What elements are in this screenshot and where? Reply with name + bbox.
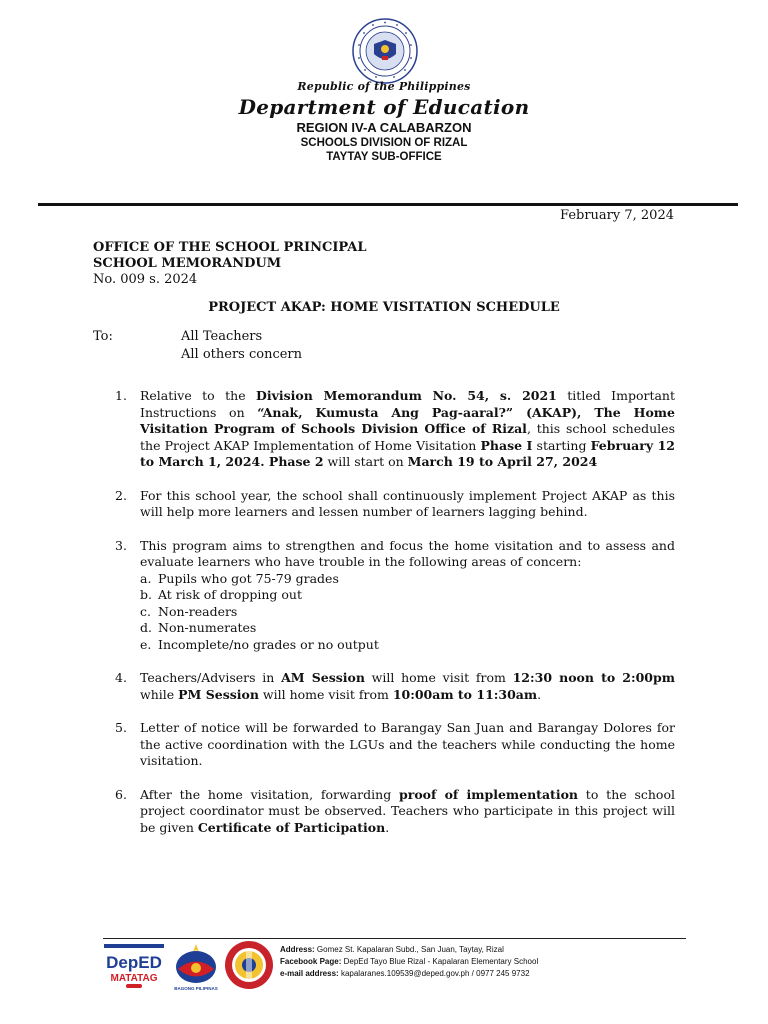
memo-date: February 7, 2024	[560, 208, 674, 223]
concern-letter: d.	[140, 620, 152, 635]
bold-text: PM Session	[178, 686, 259, 702]
concern-list	[140, 571, 675, 654]
text-run: , this school schedules the Project AKAP Implementation of Home Visitation	[140, 421, 675, 453]
memo-subject: PROJECT AKAP: HOME VISITATION SCHEDULE	[208, 300, 560, 315]
text-run: starting	[532, 437, 591, 453]
concern-item	[140, 571, 675, 588]
recipient: All Teachers	[181, 329, 263, 344]
address-label: Address:	[280, 945, 315, 954]
bold-text: February 12 to March 1, 2024. Phase 2	[140, 437, 675, 469]
item-text	[140, 720, 675, 770]
facebook-value[interactable]: DepEd Tayo Blue Rizal - Kapalaran Elementary School	[343, 957, 539, 966]
text-run: After the home visitation, forwarding	[140, 786, 400, 802]
letterhead	[0, 80, 768, 163]
suboffice-name: TAYTAY SUB-OFFICE	[326, 151, 442, 163]
matatag-text: MATATAG	[110, 973, 158, 984]
email-label: e-mail address:	[280, 969, 339, 978]
concern-letter: b.	[140, 587, 152, 602]
office-block	[93, 240, 366, 288]
item-text	[140, 670, 675, 703]
office-name: OFFICE OF THE SCHOOL PRINCIPAL	[93, 240, 367, 255]
text-run: .	[385, 819, 390, 835]
item-number: 3.	[115, 537, 127, 553]
concern-letter: c.	[140, 603, 151, 619]
text-run: Letter of notice will be forwarded to Barangay San Juan and Barangay Dolores for the active coordination with the LGUs and the teachers while conducting the home visitation.	[140, 720, 675, 768]
text-run: will home visit from	[364, 670, 513, 685]
memo-type: SCHOOL MEMORANDUM	[93, 256, 282, 271]
item-text	[140, 538, 675, 571]
concern-item	[140, 637, 675, 654]
bold-text: “Anak, Kumusta Ang Pag-aaral?” (AKAP), The Home Visitation Program of Schools Division Office of Rizal	[140, 404, 675, 436]
footer-contact	[280, 944, 538, 980]
address-value: Gomez St. Kapalaran Subd., San Juan, Taytay, Rizal	[316, 945, 504, 954]
item-text	[140, 388, 675, 471]
bold-text: 12:30 noon to 2:00pm	[512, 670, 675, 685]
bagong-pilipinas-text: BAGONG PILIPINAS	[174, 986, 218, 991]
text-run: Relative to the	[140, 388, 257, 403]
text-run: .	[537, 686, 542, 702]
bold-text: 10:00am to 11:30am	[392, 686, 538, 702]
bold-text: AM Session	[281, 670, 365, 685]
item-number: 1.	[115, 388, 127, 403]
memo-body-list	[115, 388, 675, 853]
concern-text: At risk of dropping out	[158, 587, 302, 602]
republic-line: Republic of the Philippines	[297, 80, 471, 93]
concern-text: Incomplete/no grades or no output	[158, 636, 379, 652]
concern-item	[140, 620, 675, 637]
memo-item	[115, 670, 675, 703]
department-name: Department of Education	[238, 95, 530, 119]
memo-item	[115, 388, 675, 471]
deped-logo-text: DepED	[106, 953, 162, 972]
concern-letter: e.	[140, 636, 152, 652]
concern-text: Non-readers	[158, 603, 238, 619]
concern-letter: a.	[140, 570, 152, 586]
concern-item	[140, 604, 675, 621]
bagong-pilipinas-logo	[172, 940, 220, 992]
bold-text: Division Memorandum No. 54, s. 2021	[256, 388, 557, 403]
bold-text: Phase I	[480, 437, 533, 453]
item-number: 5.	[115, 720, 127, 735]
concern-text: Pupils who got 75-79 grades	[158, 570, 339, 586]
region-name: REGION IV-A CALABARZON	[296, 120, 472, 135]
bold-text: March 19 to April 27, 2024	[407, 454, 598, 469]
deped-seal-logo	[352, 18, 418, 84]
item-number: 6.	[115, 786, 127, 802]
header-divider	[38, 203, 738, 206]
text-run: to the school project coordinator must be observed. Teachers who participate in this project will be given	[140, 786, 675, 835]
bold-text: Certificate of Participation	[197, 819, 386, 835]
memo-item	[115, 538, 675, 654]
school-logo	[224, 940, 274, 990]
text-run: Teachers/Advisers in	[140, 670, 282, 685]
item-number: 2.	[115, 487, 127, 503]
email-value[interactable]: kapalaranes.109539@deped.gov.ph / 0977 245 9732	[340, 969, 530, 978]
text-run: will start on	[323, 454, 408, 469]
recipients-list	[181, 328, 302, 364]
memo-number: No. 009 s. 2024	[93, 272, 198, 287]
text-run: titled Important Instructions on	[140, 388, 675, 420]
footer-divider	[103, 938, 686, 939]
text-run: For this school year, the school shall continuously implement Project AKAP as this will help more learners and lessen number of learners lagging behind.	[140, 487, 675, 519]
deped-matatag-logo	[104, 944, 164, 990]
memo-item	[115, 787, 675, 837]
facebook-label: Facebook Page:	[280, 957, 342, 966]
memo-item	[115, 488, 675, 521]
text-run: while	[140, 686, 179, 702]
bold-text: proof of implementation	[399, 786, 578, 802]
item-text	[140, 488, 675, 521]
recipient: All others concern	[181, 347, 303, 362]
concern-text: Non-numerates	[158, 620, 257, 635]
text-run: This program aims to strengthen and focus the home visitation and to assess and evaluate learners who have trouble in the following areas of concern:	[140, 537, 675, 569]
text-run: will home visit from	[258, 686, 393, 702]
to-label: To:	[93, 329, 113, 344]
item-number: 4.	[115, 670, 127, 685]
memo-item	[115, 720, 675, 770]
item-text	[140, 787, 675, 837]
concern-item	[140, 587, 675, 604]
division-name: SCHOOLS DIVISION OF RIZAL	[300, 137, 468, 149]
